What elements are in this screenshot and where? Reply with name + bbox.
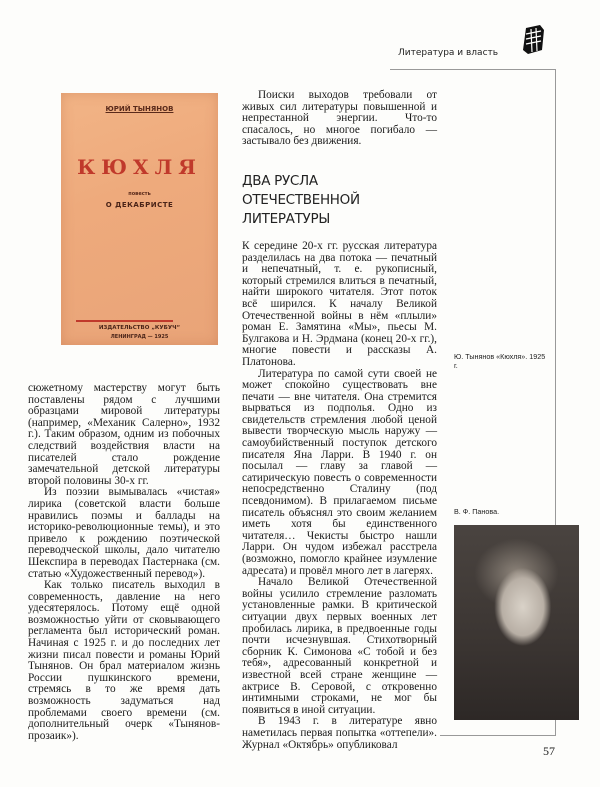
frame-top-line (390, 69, 555, 70)
paragraph: Как только писатель выходил в современность, давление на него удесятерялось. Потому ещё одной возможностью уйти от сковывающего регламента был исторический роман. Начиная с 1925 г. и до последних лет жизни писал повести и романы Юрий Тынянов. Он брал материалом жизнь России пушкинского времени, стремясь в то же время дать возможность задуматься над проблемами своего времени (см. дополнительный очерк «Тынянов-прозаик»). (28, 579, 220, 742)
paragraph: Из поэзии вымывалась «чистая» лирика (советской власти больше нравились поэмы и баллады на историко-революционные темы), и это привело к рождению поэтической переводческой школы, дало читателю Шекспира в переводах Пастернака (см. статью «Художественный перевод»). (28, 486, 220, 580)
paragraph: сюжетному мастерству могут быть поставлены рядом с лучшими образцами мировой литературы (например, «Механик Салерно», 1932 г.). Таким образом, одним из побочных следствий воздействия власти на писателей стало рождение замечательной детской литературы второй половины 30-х гг. (28, 382, 220, 487)
cover-subtitle-small: повесть (128, 191, 151, 197)
cover-city-year: ЛЕНИНГРАД — 1925 (110, 334, 169, 340)
photo-caption: В. Ф. Панова. (454, 507, 500, 516)
paragraph: К середине 20-х гг. русская литература разделилась на два потока — печатный и непечатный, т. е. рукописный, который стремился влиться в печатный, найти широкого читателя. Этот поток всё ширился. К началу Великой Отечественной войны в нём «плыли» роман Е. Замятина «Мы», пьесы М. Булгакова и Н. Эрдмана (конец 20-х гг.), многие повести и рассказы А. Платонова. (242, 239, 437, 368)
section-title: Литература и власть (398, 48, 499, 58)
cover-subtitle: О ДЕКАБРИСТЕ (105, 201, 174, 209)
section-heading: ДВА РУСЛА ОТЕЧЕСТВЕННОЙ ЛИТЕРАТУРЫ (242, 172, 360, 227)
cover-publisher: ИЗДАТЕЛЬСТВО „КУБУЧ“ (98, 325, 181, 331)
paragraph: Начало Великой Отечественной войны усилило стремление разломать установленные рамки. В критической ситуации двух первых военных лет пробилась лирика, в предвоенные годы почти исчезнувшая. Стихотворный сборник К. Симонова «С тобой и без тебя», адресованный конкретной и известной всей стране женщине — актрисе В. Серовой, с откровенно интимными строками, не мог бы появиться в иной ситуации. (242, 576, 437, 716)
cover-title: КЮХЛЯ (77, 155, 202, 179)
book-cover-image (61, 93, 218, 345)
paragraph: В 1943 г. в литературе явно наметилась первая попытка «оттепели». Журнал «Октябрь» опубликовал (242, 715, 437, 751)
paragraph: Литература по самой сути своей не может спокойно существовать вне печати — вне читателя. Она стремится вырваться из подполья. Одно из свидетельств стремления любой ценой вывести творческую мысль наружу — самоубийственный поступок детского писателя Яна Ларри. В 1940 г. он посылал — главу за главой — сатирическую повесть о современности непосредственно Сталину (под псевдонимом). В прилагаемом письме писатель объяснял это своим желанием иметь хотя бы единственного читателя… Чекисты быстро нашли Ларри. Он чудом избежал расстрела (возможно, помогло крайнее изумление адресата) и провёл много лет в лагерях. (242, 367, 437, 577)
page-number: 57 (543, 744, 555, 758)
portrait-photo (454, 525, 579, 720)
middle-text-column (242, 90, 437, 751)
frame-bottom-line (440, 735, 556, 736)
book-emblem-icon (520, 24, 546, 56)
cover-author: ЮРИЙ ТЫНЯНОВ (105, 105, 174, 113)
intro-paragraph: Поиски выходов требовали от живых сил литературы повышенной и непрестанной энергии. Что-то спасалось, но многое погибало — застывало без движения. (242, 89, 437, 148)
cover-rule (76, 320, 173, 322)
cover-caption: Ю. Тынянов «Кюхля». 1925 г. (454, 352, 546, 370)
left-text-column (28, 383, 220, 742)
